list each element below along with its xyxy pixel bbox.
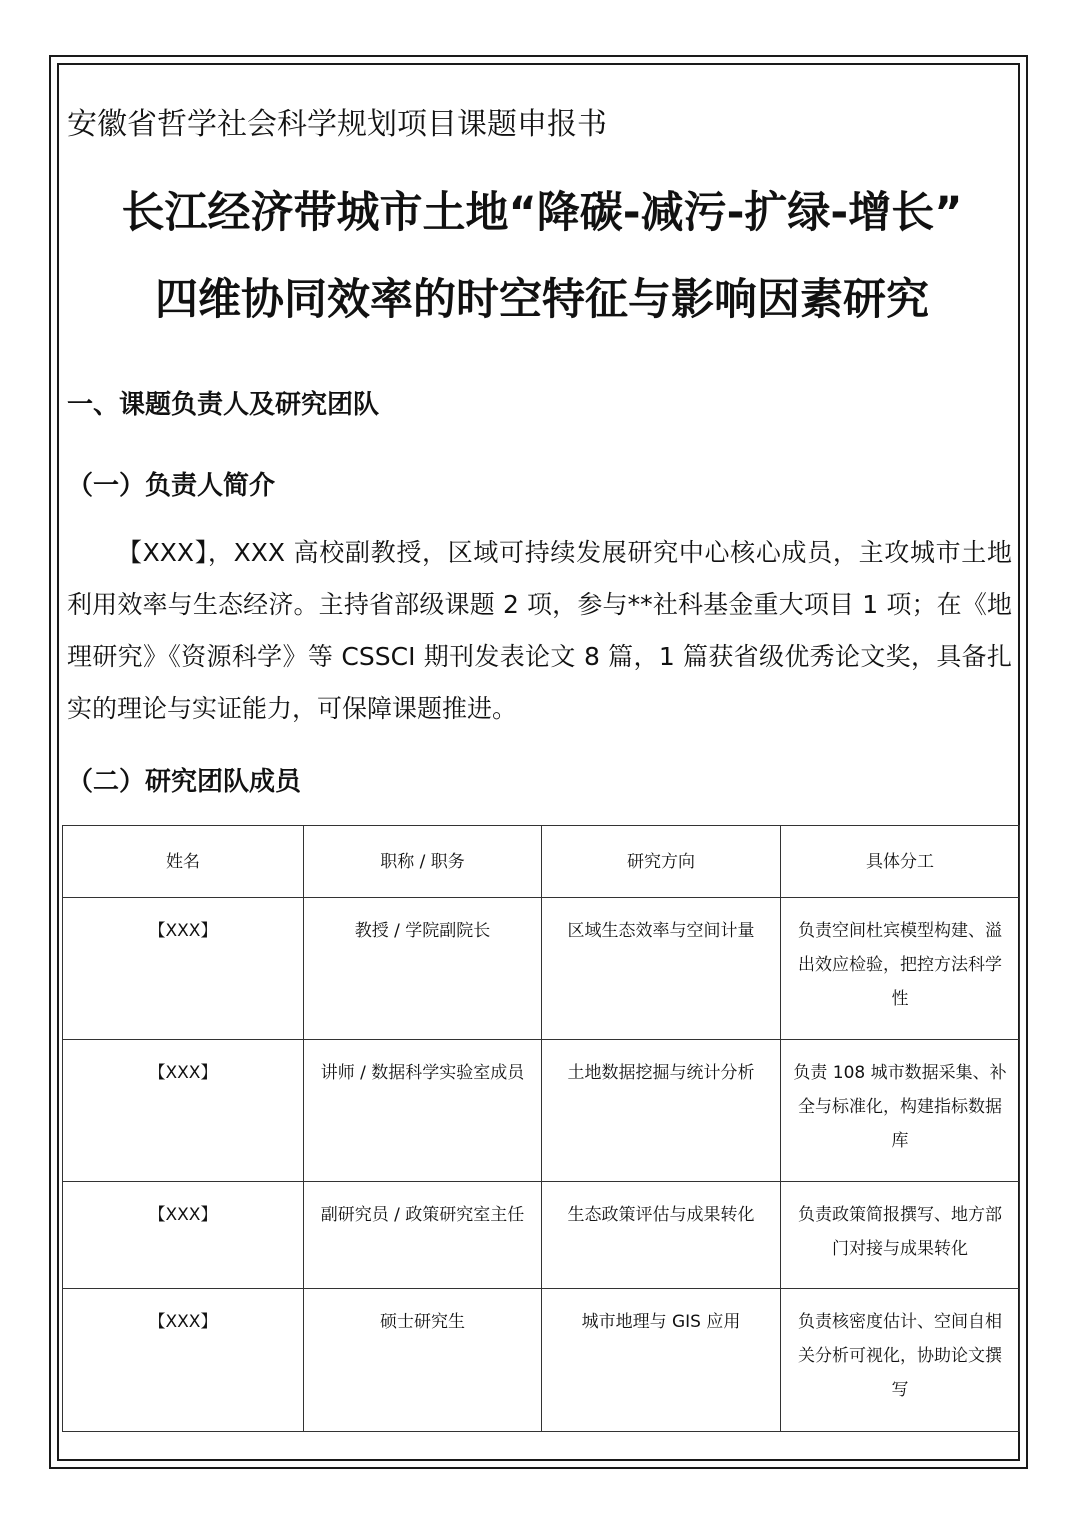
header-direction: 研究方向	[542, 826, 781, 898]
header-name: 姓名	[63, 826, 304, 898]
member-duty: 负责空间杜宾模型构建、溢出效应检验，把控方法科学性	[781, 898, 1020, 1040]
member-name: 【XXX】	[63, 898, 304, 1040]
section-heading: 一、课题负责人及研究团队	[67, 390, 380, 420]
document-type: 安徽省哲学社会科学规划项目课题申报书	[67, 107, 607, 142]
table-row	[63, 898, 1020, 1040]
header-title: 职称 / 职务	[304, 826, 542, 898]
table-row	[63, 1289, 1020, 1432]
member-duty: 负责 108 城市数据采集、补全与标准化，构建指标数据库	[781, 1040, 1020, 1182]
table-header-row	[63, 826, 1020, 898]
team-members-heading: （二）研究团队成员	[67, 767, 302, 797]
member-direction: 城市地理与 GIS 应用	[542, 1289, 781, 1432]
member-direction: 土地数据挖掘与统计分析	[542, 1040, 781, 1182]
leader-intro-heading: （一）负责人简介	[67, 471, 276, 501]
title-line-2: 四维协同效率的时空特征与影响因素研究	[155, 275, 929, 325]
member-direction: 区域生态效率与空间计量	[542, 898, 781, 1040]
title-line-1: 长江经济带城市土地“降碳-减污-扩绿-增长”	[121, 188, 963, 238]
member-title: 副研究员 / 政策研究室主任	[304, 1182, 542, 1289]
table-row	[63, 1182, 1020, 1289]
member-title: 硕士研究生	[304, 1289, 542, 1432]
member-name: 【XXX】	[63, 1040, 304, 1182]
member-title: 讲师 / 数据科学实验室成员	[304, 1040, 542, 1182]
member-duty: 负责核密度估计、空间自相关分析可视化，协助论文撰写	[781, 1289, 1020, 1432]
member-direction: 生态政策评估与成果转化	[542, 1182, 781, 1289]
member-name: 【XXX】	[63, 1289, 304, 1432]
leader-bio: 【XXX】，XXX 高校副教授，区域可持续发展研究中心核心成员，主攻城市土地利用效率与生态经济。主持省部级课题 2 项，参与**社科基金重大项目 1 项；在《地理研究》《资源科学》等 CSSCI 期刊发表论文 8 篇，1 篇获省级优秀论文奖，具备扎实的理论与实证能力，可保障课题推进。	[67, 538, 1012, 723]
header-duty: 具体分工	[781, 826, 1020, 898]
member-title: 教授 / 学院副院长	[304, 898, 542, 1040]
member-duty: 负责政策简报撰写、地方部门对接与成果转化	[781, 1182, 1020, 1289]
team-table	[62, 825, 1020, 1432]
member-name: 【XXX】	[63, 1182, 304, 1289]
table-row	[63, 1040, 1020, 1182]
